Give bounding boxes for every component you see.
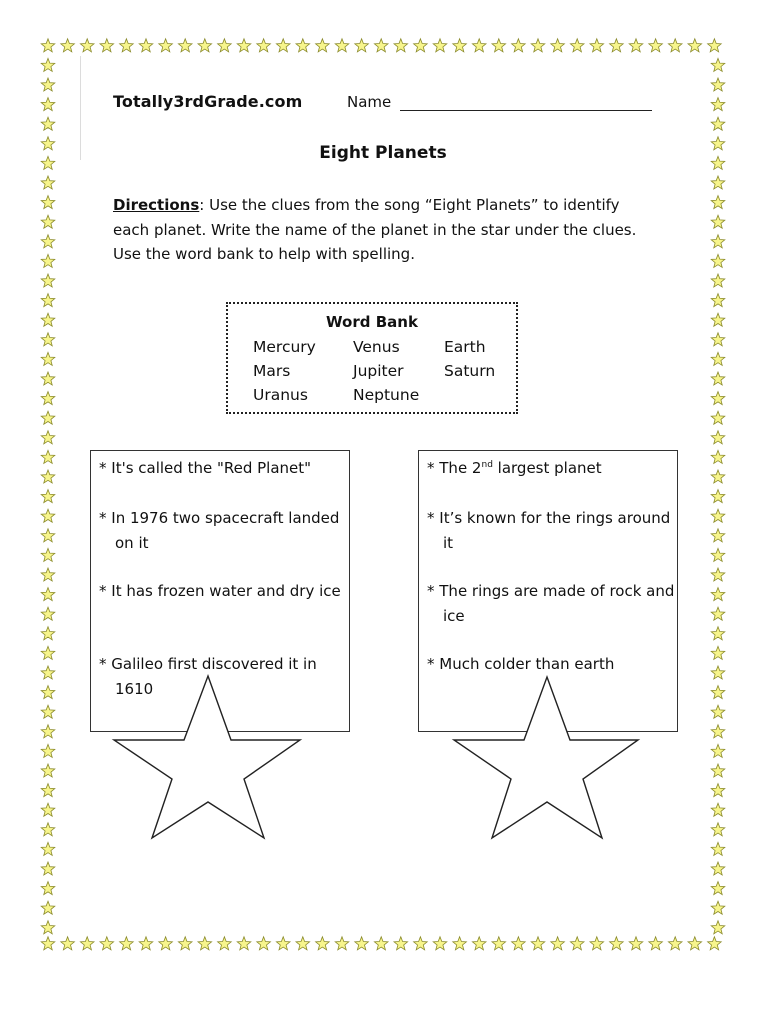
border-star-icon xyxy=(41,882,55,895)
border-star-icon xyxy=(711,529,725,542)
border-star-icon xyxy=(100,937,114,950)
word-bank-word: Venus xyxy=(353,338,400,356)
border-star-icon xyxy=(629,937,643,950)
border-star-icon xyxy=(711,372,725,385)
worksheet-title xyxy=(0,143,768,163)
border-star-icon xyxy=(472,937,486,950)
border-star-icon xyxy=(41,937,55,950)
border-star-icon xyxy=(711,548,725,561)
border-star-icon xyxy=(453,937,467,950)
border-star-icon xyxy=(668,39,682,52)
border-star-icon xyxy=(178,937,192,950)
word-bank-word: Uranus xyxy=(253,386,308,404)
border-star-icon xyxy=(711,392,725,405)
clue-item: * In 1976 two spacecraft landed on it xyxy=(99,509,340,552)
border-star-icon xyxy=(41,392,55,405)
border-star-icon xyxy=(708,937,722,950)
border-star-icon xyxy=(711,823,725,836)
border-star-icon xyxy=(649,39,663,52)
border-star-icon xyxy=(80,937,94,950)
border-star-icon xyxy=(610,937,624,950)
border-star-icon xyxy=(139,937,153,950)
border-star-icon xyxy=(316,39,330,52)
border-star-icon xyxy=(41,274,55,287)
border-star-icon xyxy=(711,78,725,91)
border-star-icon xyxy=(711,470,725,483)
border-star-icon xyxy=(414,39,428,52)
border-star-icon xyxy=(590,39,604,52)
border-star-icon xyxy=(41,294,55,307)
border-star-icon xyxy=(711,509,725,522)
border-star-icon xyxy=(570,39,584,52)
border-star-icon xyxy=(218,937,232,950)
border-star-icon xyxy=(711,588,725,601)
border-star-icon xyxy=(394,39,408,52)
border-star-icon xyxy=(41,686,55,699)
border-star-icon xyxy=(610,39,624,52)
border-star-icon xyxy=(276,39,290,52)
border-star-icon xyxy=(570,937,584,950)
border-star-icon xyxy=(711,98,725,111)
word-bank-word: Saturn xyxy=(444,362,496,380)
border-star-icon xyxy=(335,937,349,950)
border-star-icon xyxy=(41,490,55,503)
border-star-icon xyxy=(41,646,55,659)
border-star-icon xyxy=(711,235,725,248)
answer-star-icon-left[interactable] xyxy=(106,672,306,840)
border-star-icon xyxy=(551,39,565,52)
border-star-icon xyxy=(237,39,251,52)
border-star-icon xyxy=(159,39,173,52)
border-star-icon xyxy=(80,39,94,52)
border-star-icon xyxy=(492,39,506,52)
border-star-icon xyxy=(41,823,55,836)
border-star-icon xyxy=(688,937,702,950)
border-star-icon xyxy=(711,254,725,267)
border-star-icon xyxy=(41,98,55,111)
border-star-icon xyxy=(590,937,604,950)
border-star-icon xyxy=(100,39,114,52)
border-star-icon xyxy=(711,803,725,816)
site-name: Totally3rdGrade.com xyxy=(113,92,303,111)
border-star-icon xyxy=(257,39,271,52)
border-star-icon xyxy=(41,196,55,209)
border-star-icon xyxy=(198,39,212,52)
border-star-icon xyxy=(711,862,725,875)
name-field[interactable] xyxy=(400,110,652,111)
border-star-icon xyxy=(512,39,526,52)
clue-item: * It's called the "Red Planet" xyxy=(99,459,312,477)
border-star-icon xyxy=(41,352,55,365)
word-bank-word: Mars xyxy=(253,362,291,380)
border-star-icon xyxy=(198,937,212,950)
border-star-icon xyxy=(433,937,447,950)
border-star-icon xyxy=(41,39,55,52)
border-star-icon xyxy=(711,215,725,228)
border-star-icon xyxy=(41,901,55,914)
clue-item: * Galileo first discovered it in 1610 xyxy=(99,655,317,698)
border-star-icon xyxy=(276,937,290,950)
border-star-icon xyxy=(711,58,725,71)
border-star-icon xyxy=(711,725,725,738)
border-star-icon xyxy=(711,490,725,503)
border-star-icon xyxy=(711,313,725,326)
border-star-icon xyxy=(453,39,467,52)
border-star-icon xyxy=(472,39,486,52)
directions-text: : Use the clues from the song “Eight Planets” to identify each planet. Write the name of the planet in the star under the clues. Use the word bank to help with spelling. xyxy=(113,196,637,263)
border-star-icon xyxy=(41,784,55,797)
clue-item: * The rings are made of rock and ice xyxy=(427,582,675,625)
border-star-icon xyxy=(41,431,55,444)
border-star-icon xyxy=(492,937,506,950)
name-label: Name xyxy=(347,93,392,111)
border-star-icon xyxy=(41,705,55,718)
border-star-icon xyxy=(711,352,725,365)
border-star-icon xyxy=(711,176,725,189)
border-star-icon xyxy=(41,666,55,679)
border-star-icon xyxy=(708,39,722,52)
border-star-icon xyxy=(120,937,134,950)
border-star-icon xyxy=(296,39,310,52)
border-star-icon xyxy=(41,411,55,424)
border-star-icon xyxy=(41,744,55,757)
border-star-icon xyxy=(531,937,545,950)
border-star-icon xyxy=(41,313,55,326)
border-star-icon xyxy=(41,921,55,934)
border-star-icon xyxy=(355,937,369,950)
border-star-icon xyxy=(551,937,565,950)
border-star-icon xyxy=(41,215,55,228)
border-star-icon xyxy=(711,901,725,914)
word-bank-word: Jupiter xyxy=(353,362,404,380)
border-star-icon xyxy=(41,176,55,189)
border-star-icon xyxy=(688,39,702,52)
border-star-icon xyxy=(711,627,725,640)
border-star-icon xyxy=(41,803,55,816)
border-star-icon xyxy=(711,294,725,307)
border-star-icon xyxy=(711,333,725,346)
border-star-icon xyxy=(41,568,55,581)
border-star-icon xyxy=(61,39,75,52)
border-star-icon xyxy=(711,450,725,463)
border-star-icon xyxy=(374,39,388,52)
directions xyxy=(113,193,653,267)
border-star-icon xyxy=(41,862,55,875)
clue-item: * Much colder than earth xyxy=(427,655,615,673)
clue-item: * The 2nd largest planet xyxy=(427,459,602,477)
border-star-icon xyxy=(296,937,310,950)
border-star-icon xyxy=(41,235,55,248)
border-star-icon xyxy=(61,937,75,950)
border-star-icon xyxy=(711,117,725,130)
border-star-icon xyxy=(139,39,153,52)
border-star-icon xyxy=(711,411,725,424)
word-bank-word: Mercury xyxy=(253,338,316,356)
border-star-icon xyxy=(41,842,55,855)
border-star-icon xyxy=(41,117,55,130)
border-star-icon xyxy=(41,333,55,346)
border-star-icon xyxy=(41,58,55,71)
border-star-icon xyxy=(414,937,428,950)
border-star-icon xyxy=(711,568,725,581)
border-star-icon xyxy=(41,78,55,91)
border-star-icon xyxy=(512,937,526,950)
border-star-icon xyxy=(41,588,55,601)
border-star-icon xyxy=(41,548,55,561)
border-star-icon xyxy=(41,509,55,522)
border-star-icon xyxy=(41,470,55,483)
border-star-icon xyxy=(237,937,251,950)
directions-label: Directions xyxy=(113,196,200,214)
word-bank-word: Earth xyxy=(444,338,486,356)
border-star-icon xyxy=(41,254,55,267)
border-star-icon xyxy=(711,744,725,757)
border-star-icon xyxy=(649,937,663,950)
answer-star-icon-right[interactable] xyxy=(446,674,646,840)
border-star-icon xyxy=(41,607,55,620)
border-star-icon xyxy=(41,450,55,463)
border-star-icon xyxy=(41,372,55,385)
border-star-icon xyxy=(711,686,725,699)
border-star-icon xyxy=(41,529,55,542)
border-star-icon xyxy=(711,607,725,620)
border-star-icon xyxy=(711,784,725,797)
border-star-icon xyxy=(711,196,725,209)
border-star-icon xyxy=(711,431,725,444)
clue-item: * It has frozen water and dry ice xyxy=(99,582,341,600)
border-star-icon xyxy=(41,764,55,777)
border-star-icon xyxy=(355,39,369,52)
title-text: Eight Planets xyxy=(319,143,447,163)
border-star-icon xyxy=(335,39,349,52)
border-star-icon xyxy=(711,842,725,855)
border-star-icon xyxy=(374,937,388,950)
border-star-icon xyxy=(41,627,55,640)
border-star-icon xyxy=(41,725,55,738)
border-star-icon xyxy=(711,882,725,895)
border-star-icon xyxy=(629,39,643,52)
border-star-icon xyxy=(394,937,408,950)
border-star-icon xyxy=(711,921,725,934)
border-star-icon xyxy=(159,937,173,950)
word-bank xyxy=(226,302,518,414)
border-star-icon xyxy=(433,39,447,52)
clue-item: * It’s known for the rings around it xyxy=(427,509,671,552)
border-star-icon xyxy=(316,937,330,950)
border-star-icon xyxy=(711,274,725,287)
border-star-icon xyxy=(120,39,134,52)
border-star-icon xyxy=(711,764,725,777)
border-star-icon xyxy=(711,666,725,679)
word-bank-word: Neptune xyxy=(353,386,420,404)
border-star-icon xyxy=(711,705,725,718)
border-star-icon xyxy=(531,39,545,52)
border-star-icon xyxy=(257,937,271,950)
word-bank-title: Word Bank xyxy=(326,313,418,331)
border-star-icon xyxy=(668,937,682,950)
border-star-icon xyxy=(178,39,192,52)
border-star-icon xyxy=(711,646,725,659)
border-star-icon xyxy=(218,39,232,52)
